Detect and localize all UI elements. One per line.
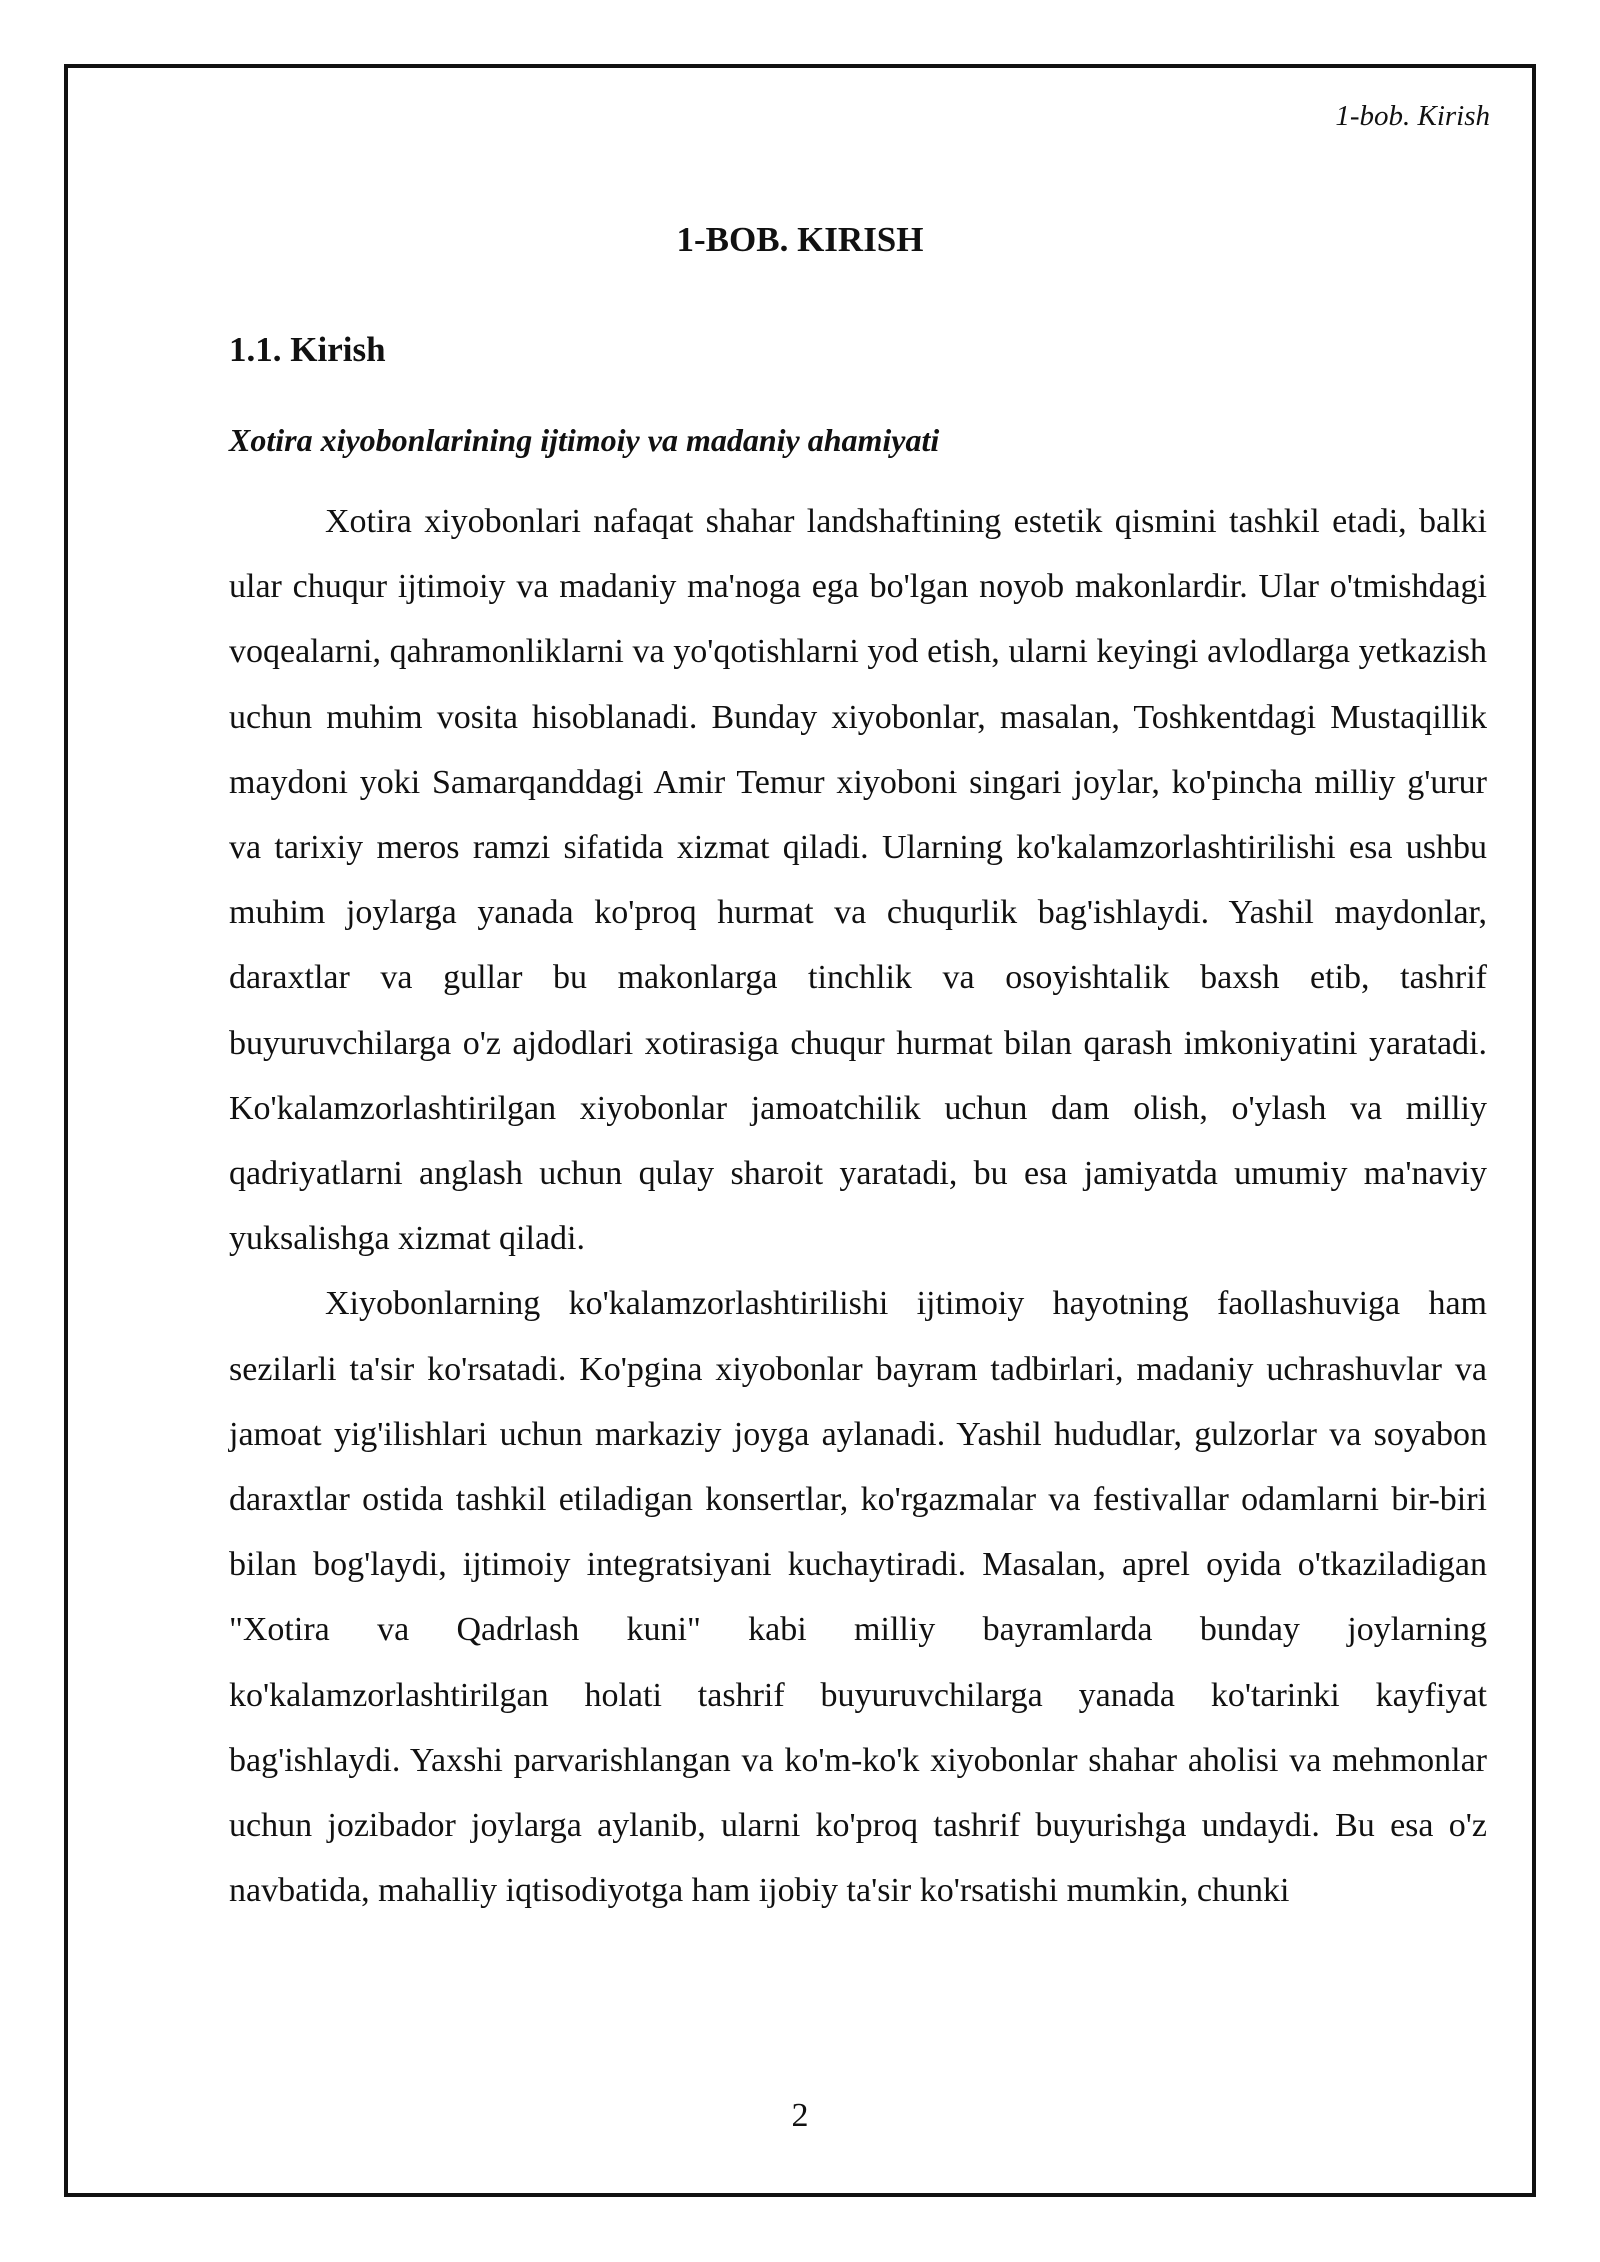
section-title: 1.1. Kirish (229, 330, 386, 369)
chapter-title: 1-BOB. KIRISH (676, 220, 924, 259)
body-text (229, 489, 1487, 1923)
subsection-title: Xotira xiyobonlarining ijtimoiy va madaniy ahamiyati (229, 422, 940, 458)
paragraph: Xotira xiyobonlari nafaqat shahar landshaftining estetik qismini tashkil etadi, balki ular chuqur ijtimoiy va madaniy ma'noga ega bo'lgan noyob makonlardir. Ular o'tmishdagi voqealarni, qahramonliklarni va yo'qotishlarni yod etish, ularni keyingi avlodlarga yetkazish uchun muhim vosita hisoblanadi. Bunday xiyobonlar, masalan, Toshkentdagi Mustaqillik maydoni yoki Samarqanddagi Amir Temur xiyoboni singari joylar, ko'pincha milliy g'urur va tarixiy meros ramzi sifatida xizmat qiladi. Ularning ko'kalamzorlashtirilishi esa ushbu muhim joylarga yanada ko'proq hurmat va chuqurlik bag'ishlaydi. Yashil maydonlar, daraxtlar va gullar bu makonlarga tinchlik va osoyishtalik baxsh etib, tashrif buyuruvchilarga o'z ajdodlari xotirasiga chuqur hurmat bilan qarash imkoniyatini yaratadi. Ko'kalamzorlashtirilgan xiyobonlar jamoatchilik uchun dam olish, o'ylash va milliy qadriyatlarni anglash uchun qulay sharoit yaratadi, bu esa jamiyatda umumiy ma'naviy yuksalishga xizmat qiladi. (229, 503, 1487, 1258)
page-number: 2 (791, 2097, 809, 2134)
paragraph: Xiyobonlarning ko'kalamzorlashtirilishi ijtimoiy hayotning faollashuviga ham sezilarli ta'sir ko'rsatadi. Ko'pgina xiyobonlar bayram tadbirlari, madaniy uchrashuvlar va jamoat yig'ilishlari uchun markaziy joyga aylanadi. Yashil hududlar, gulzorlar va soyabon daraxtlar ostida tashkil etiladigan konsertlar, ko'rgazmalar va festivallar odamlarni bir-biri bilan bog'laydi, ijtimoiy integratsiyani kuchaytiradi. Masalan, aprel oyida o'tkaziladigan "Xotira va Qadrlash kuni" kabi milliy bayramlarda bunday joylarning ko'kalamzorlashtirilgan holati tashrif buyuruvchilarga yanada ko'tarinki kayfiyat bag'ishlaydi. Yaxshi parvarishlangan va ko'm-ko'k xiyobonlar shahar aholisi va mehmonlar uchun jozibador joylarga aylanib, ularni ko'proq tashrif buyurishga undaydi. Bu esa o'z navbatida, mahalliy iqtisodiyotga ham ijobiy ta'sir ko'rsatishi mumkin, chunki (229, 1285, 1487, 1910)
running-header: 1-bob. Kirish (1335, 100, 1490, 132)
